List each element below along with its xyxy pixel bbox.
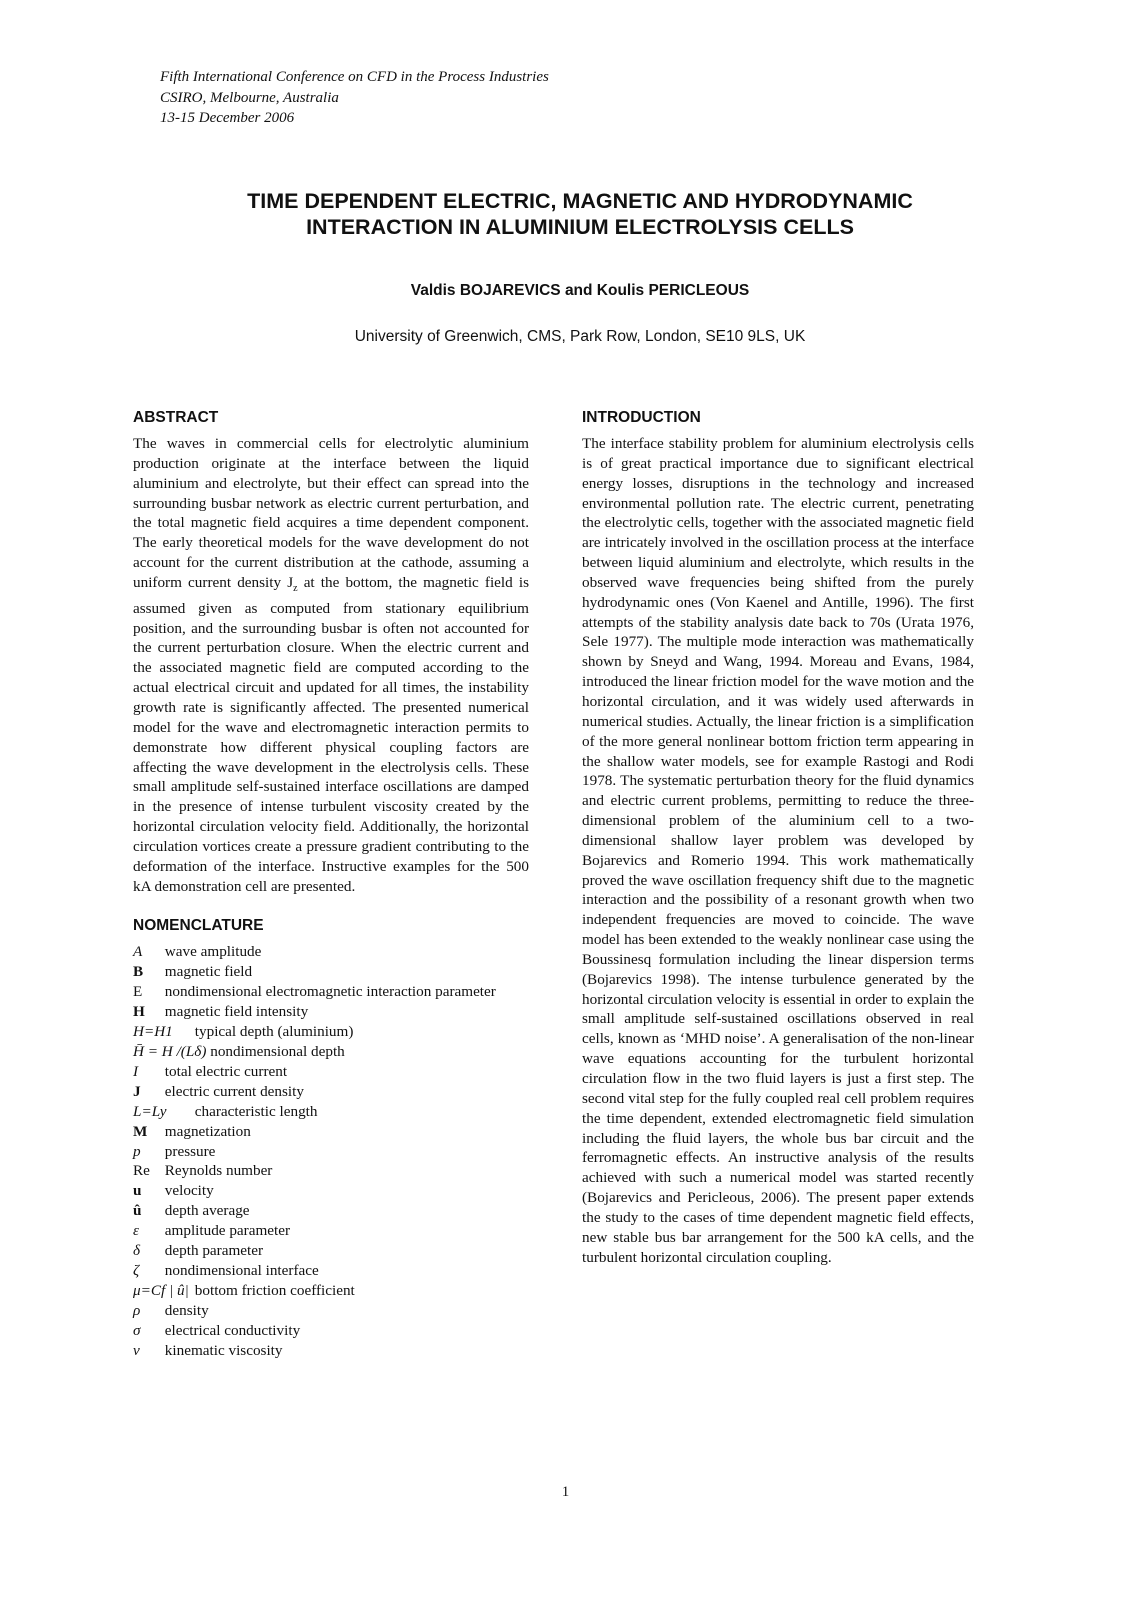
nomenclature-item (133, 1221, 529, 1241)
nomenclature-symbol: A (133, 943, 143, 961)
nomenclature-symbol: J (133, 1082, 141, 1100)
nomenclature-item (133, 1321, 529, 1341)
nomenclature-description: characteristic length (191, 1102, 318, 1120)
nomenclature-description: electric current density (161, 1082, 304, 1100)
title-line-1: TIME DEPENDENT ELECTRIC, MAGNETIC AND HYDRODYNAMIC (247, 189, 913, 213)
nomenclature-symbol: p (133, 1142, 141, 1160)
abstract-text: The waves in commercial cells for electrolytic aluminium production originate at the interface between the liquid aluminium and electrolyte, but their effect can spread into the surrounding busbar network as electric current perturbation, and the total magnetic field acquires a time dependent component. The early theoretical models for the wave development do not account for the current distribution at the cathode, assuming a uniform current density $J_z$ at the bottom, the magnetic field is assumed given as computed from stationary equilibrium position, and the surrounding busbar is often not accounted for the current perturbation closure. When the electric current and the associated magnetic field are computed according to the actual electrical circuit and updated for all times, the instability growth rate is significantly affected. The presented numerical model for the wave and electromagnetic interaction permits to demonstrate how different physical coupling factors are affecting the wave development in the electrolysis cells. These small amplitude self-sustained interface oscillations are damped in the presence of intense turbulent viscosity created by the horizontal circulation velocity field. Additionally, the horizontal circulation vortices create a pressure gradient contributing to the deformation of the interface. Instructive examples for the 500 kA demonstration cell are presented. (133, 435, 529, 895)
nomenclature-symbol: E (133, 983, 143, 1001)
nomenclature-symbol: u (133, 1182, 142, 1200)
nomenclature-description: magnetization (161, 1122, 251, 1140)
nomenclature-symbol: ν (133, 1341, 140, 1359)
nomenclature-item (133, 962, 529, 982)
nomenclature-description: kinematic viscosity (161, 1341, 283, 1359)
nomenclature-item (133, 1082, 529, 1102)
nomenclature-symbol: σ (133, 1321, 141, 1339)
nomenclature-item (133, 1261, 529, 1281)
nomenclature-description: depth average (161, 1202, 250, 1220)
nomenclature-list (133, 942, 529, 1360)
nomenclature-symbol: μ=Cf | û| (133, 1281, 189, 1299)
nomenclature-symbol: H̄ = H /(Lδ) (133, 1042, 207, 1060)
nomenclature-item (133, 1042, 529, 1062)
nomenclature-description: electrical conductivity (161, 1321, 301, 1339)
nomenclature-symbol: H=H1 (133, 1023, 173, 1041)
nomenclature-symbol: H (133, 1003, 145, 1021)
abstract-heading: ABSTRACT (133, 409, 219, 426)
header-line-date: 13-15 December 2006 (160, 110, 295, 126)
header-line-venue: CSIRO, Melbourne, Australia (160, 89, 339, 106)
nomenclature-item (133, 1201, 529, 1221)
nomenclature-item (133, 982, 529, 1002)
nomenclature-symbol: B (133, 963, 144, 981)
nomenclature-symbol: ε (133, 1222, 139, 1240)
header-line-conference: Fifth International Conference on CFD in the Process Industries (160, 69, 549, 85)
nomenclature-symbol: M (133, 1122, 148, 1140)
nomenclature-item (133, 1281, 529, 1301)
nomenclature-symbol: δ (133, 1242, 141, 1260)
nomenclature-description: pressure (161, 1142, 216, 1160)
nomenclature-description: nondimensional depth (206, 1042, 345, 1060)
nomenclature-item (133, 1161, 529, 1181)
nomenclature-item (133, 1341, 529, 1361)
nomenclature-description: density (161, 1301, 209, 1319)
introduction-text: The interface stability problem for aluminium electrolysis cells is of great practical importance due to significant electrical energy losses, disruptions in the technology and increased environmental pollution rate. The electric current, penetrating the electrolytic cells, together with the associated magnetic field are intricately involved in the oscillation process at the interface between liquid aluminium and electrolyte, which results in the observed wave frequencies being shifted from the purely hydrodynamic ones (Von Kaenel and Antille, 1996). The first attempts of the stability analysis date back to 70s (Urata 1976, Sele 1977). The multiple mode interaction was mathematically shown by Sneyd and Wang, 1994. Moreau and Evans, 1984, introduced the linear friction model for the wave motion and the horizontal circulation, and it was widely used afterwards in numerical studies. Actually, the linear friction is a simplification of the more general nonlinear bottom friction term appearing in the shallow water models, see for example Rastogi and Rodi 1978. The systematic perturbation theory for the fluid dynamics and electric current problems, permitting to reduce the three-dimensional problem of the aluminium cell to a two-dimensional shallow layer problem was developed by Bojarevics and Romerio 1994. This work mathematically proved the wave oscillation frequency shift due to the magnetic interaction and the possibility of a resonant growth when two independent frequencies are moved to coincide. The wave model has been extended to the weakly nonlinear case using the Boussinesq formulation including the linear dispersion terms (Bojarevics 1998). The intense turbulence generated by the horizontal circulation velocity is essential in order to explain the small amplitude self-sustained oscillations observed in real cells, known as ‘MHD noise’. A generalisation of the non-linear wave equations accounting for the turbulent horizontal circulation flow in the two fluid layers is just a first step. The second vital step for the fully coupled real cell problem requires the time dependent, extended electromagnetic field simulation including the fluid layers, the whole bus bar circuit and the ferromagnetic effects. An instructive analysis of the results achieved with such a numerical model was started recently (Bojarevics and Pericleous, 2006). The present paper extends the study to the cases of time dependent magnetic field effects, new stable bus bar arrangement for the 500 kA cells, and the turbulent horizontal circulation coupling. (582, 435, 974, 1266)
nomenclature-description: Reynolds number (161, 1162, 273, 1180)
nomenclature-description: bottom friction coefficient (191, 1281, 355, 1299)
nomenclature-item (133, 942, 529, 962)
paper-title (160, 188, 1000, 240)
nomenclature-symbol: L=Ly (133, 1102, 167, 1120)
nomenclature-item (133, 1181, 529, 1201)
nomenclature-item (133, 1062, 529, 1082)
nomenclature-description: velocity (161, 1182, 214, 1200)
nomenclature-item (133, 1301, 529, 1321)
conference-header (160, 67, 549, 129)
title-line-2: INTERACTION IN ALUMINIUM ELECTROLYSIS CELLS (306, 215, 854, 239)
nomenclature-description: depth parameter (161, 1242, 264, 1260)
nomenclature-item (133, 1022, 529, 1042)
nomenclature-symbol: ζ (133, 1261, 140, 1279)
nomenclature-symbol: û (133, 1202, 142, 1220)
nomenclature-description: magnetic field (161, 963, 253, 981)
nomenclature-item (133, 1142, 529, 1162)
nomenclature-item (133, 1241, 529, 1261)
left-column (133, 408, 529, 1360)
nomenclature-description: typical depth (aluminium) (191, 1023, 354, 1041)
nomenclature-symbol: I (133, 1062, 139, 1080)
nomenclature-symbol: ρ (133, 1301, 141, 1319)
nomenclature-description: nondimensional interface (161, 1261, 319, 1279)
nomenclature-heading: NOMENCLATURE (133, 917, 264, 935)
nomenclature-description: nondimensional electromagnetic interaction parameter (161, 983, 496, 1001)
nomenclature-description: magnetic field intensity (161, 1003, 309, 1021)
affiliation: University of Greenwich, CMS, Park Row, London, SE10 9LS, UK (354, 328, 806, 345)
nomenclature-item (133, 1002, 529, 1022)
introduction-heading: INTRODUCTION (582, 409, 701, 426)
nomenclature-item (133, 1122, 529, 1142)
page-number: 1 (561, 1484, 570, 1500)
authors: Valdis BOJAREVICS and Koulis PERICLEOUS (410, 282, 750, 299)
nomenclature-description: amplitude parameter (161, 1222, 291, 1240)
nomenclature-item (133, 1102, 529, 1122)
nomenclature-description: wave amplitude (161, 943, 262, 961)
nomenclature-symbol: Re (133, 1162, 150, 1180)
nomenclature-description: total electric current (161, 1062, 288, 1080)
right-column (582, 408, 974, 1267)
